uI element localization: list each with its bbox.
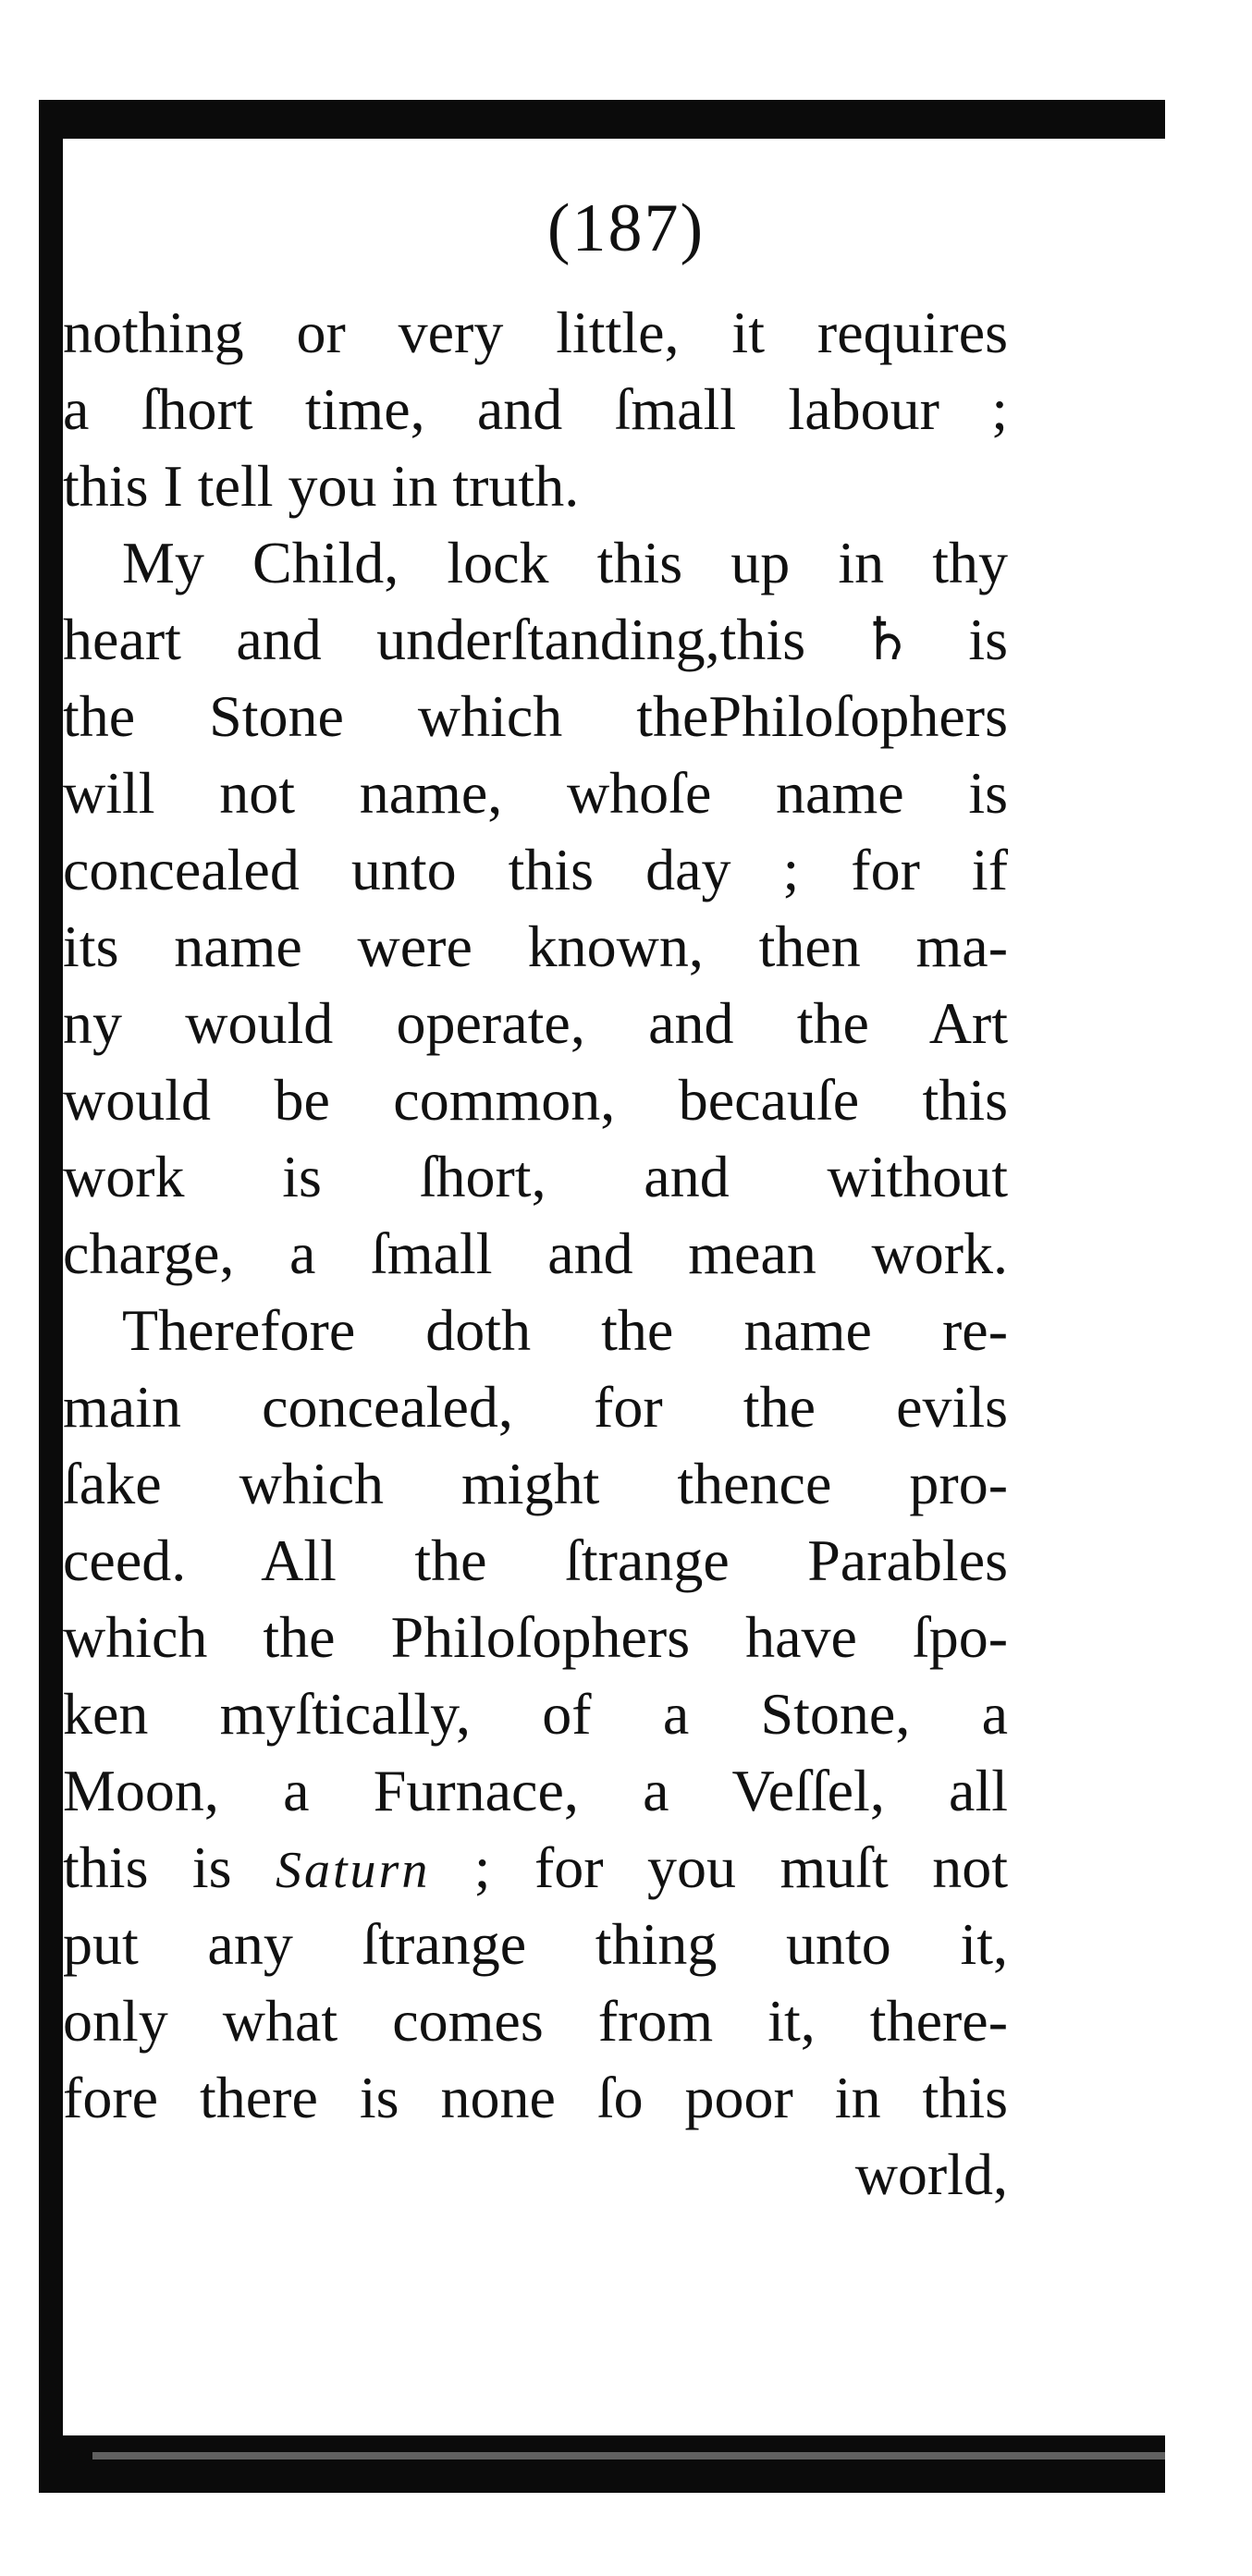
text-line: only what comes from it, there- [63,1988,1008,2054]
left-border-rule [39,100,63,2493]
text-line: this I tell you in truth. [63,453,580,519]
paragraph-start-line: Therefore doth the name re- [122,1297,1008,1363]
text-line: ſake which might thence pro- [63,1451,1008,1516]
text-line: charge, a ſmall and mean work. [63,1221,1008,1286]
text-line: concealed unto this day ; for if [63,837,1008,902]
text-line: ceed. All the ſtrange Parables [63,1527,1008,1593]
page-number: (187) [546,190,706,266]
text-line: heart and underſtanding,this ♄ is [63,607,1008,672]
text-line: Moon, a Furnace, a Veſſel, all [63,1758,1008,1823]
text-line: its name were known, then ma- [63,914,1008,979]
body-text [63,294,1008,2213]
saturn-line [63,1829,1008,1906]
text-line: the Stone which thePhiloſophers [63,683,1008,749]
bottom-border-highlight [92,2452,1165,2459]
paragraph-start-line: My Child, lock this up in thy [122,530,1008,595]
text-line: put any ſtrange thing unto it, [63,1911,1008,1977]
text-line: a ſhort time, and ſmall labour ; [63,376,1008,442]
text-line: will not name, whoſe name is [63,760,1008,826]
text-line: which the Philoſophers have ſpo- [63,1604,1008,1670]
text-line: would be common, becauſe this [63,1067,1008,1133]
text-line: ken myſtically, of a Stone, a [63,1681,1008,1747]
text-line: nothing or very little, it requires [63,300,1008,365]
saturn-line-before: this is [63,1834,276,1900]
text-line: fore there is none ſo poor in this [63,2065,1008,2130]
text-line: main concealed, for the evils [63,1374,1008,1440]
top-border-bar [39,100,1165,139]
bottom-border-bar [39,2435,1165,2493]
text-line: work is ſhort, and without [63,1144,1008,1209]
catchword: world, [854,2141,1008,2207]
text-line: ny would operate, and the Art [63,990,1008,1056]
saturn-line-after: ; for you muſt not [430,1834,1008,1900]
saturn-word: Saturn [276,1842,431,1899]
